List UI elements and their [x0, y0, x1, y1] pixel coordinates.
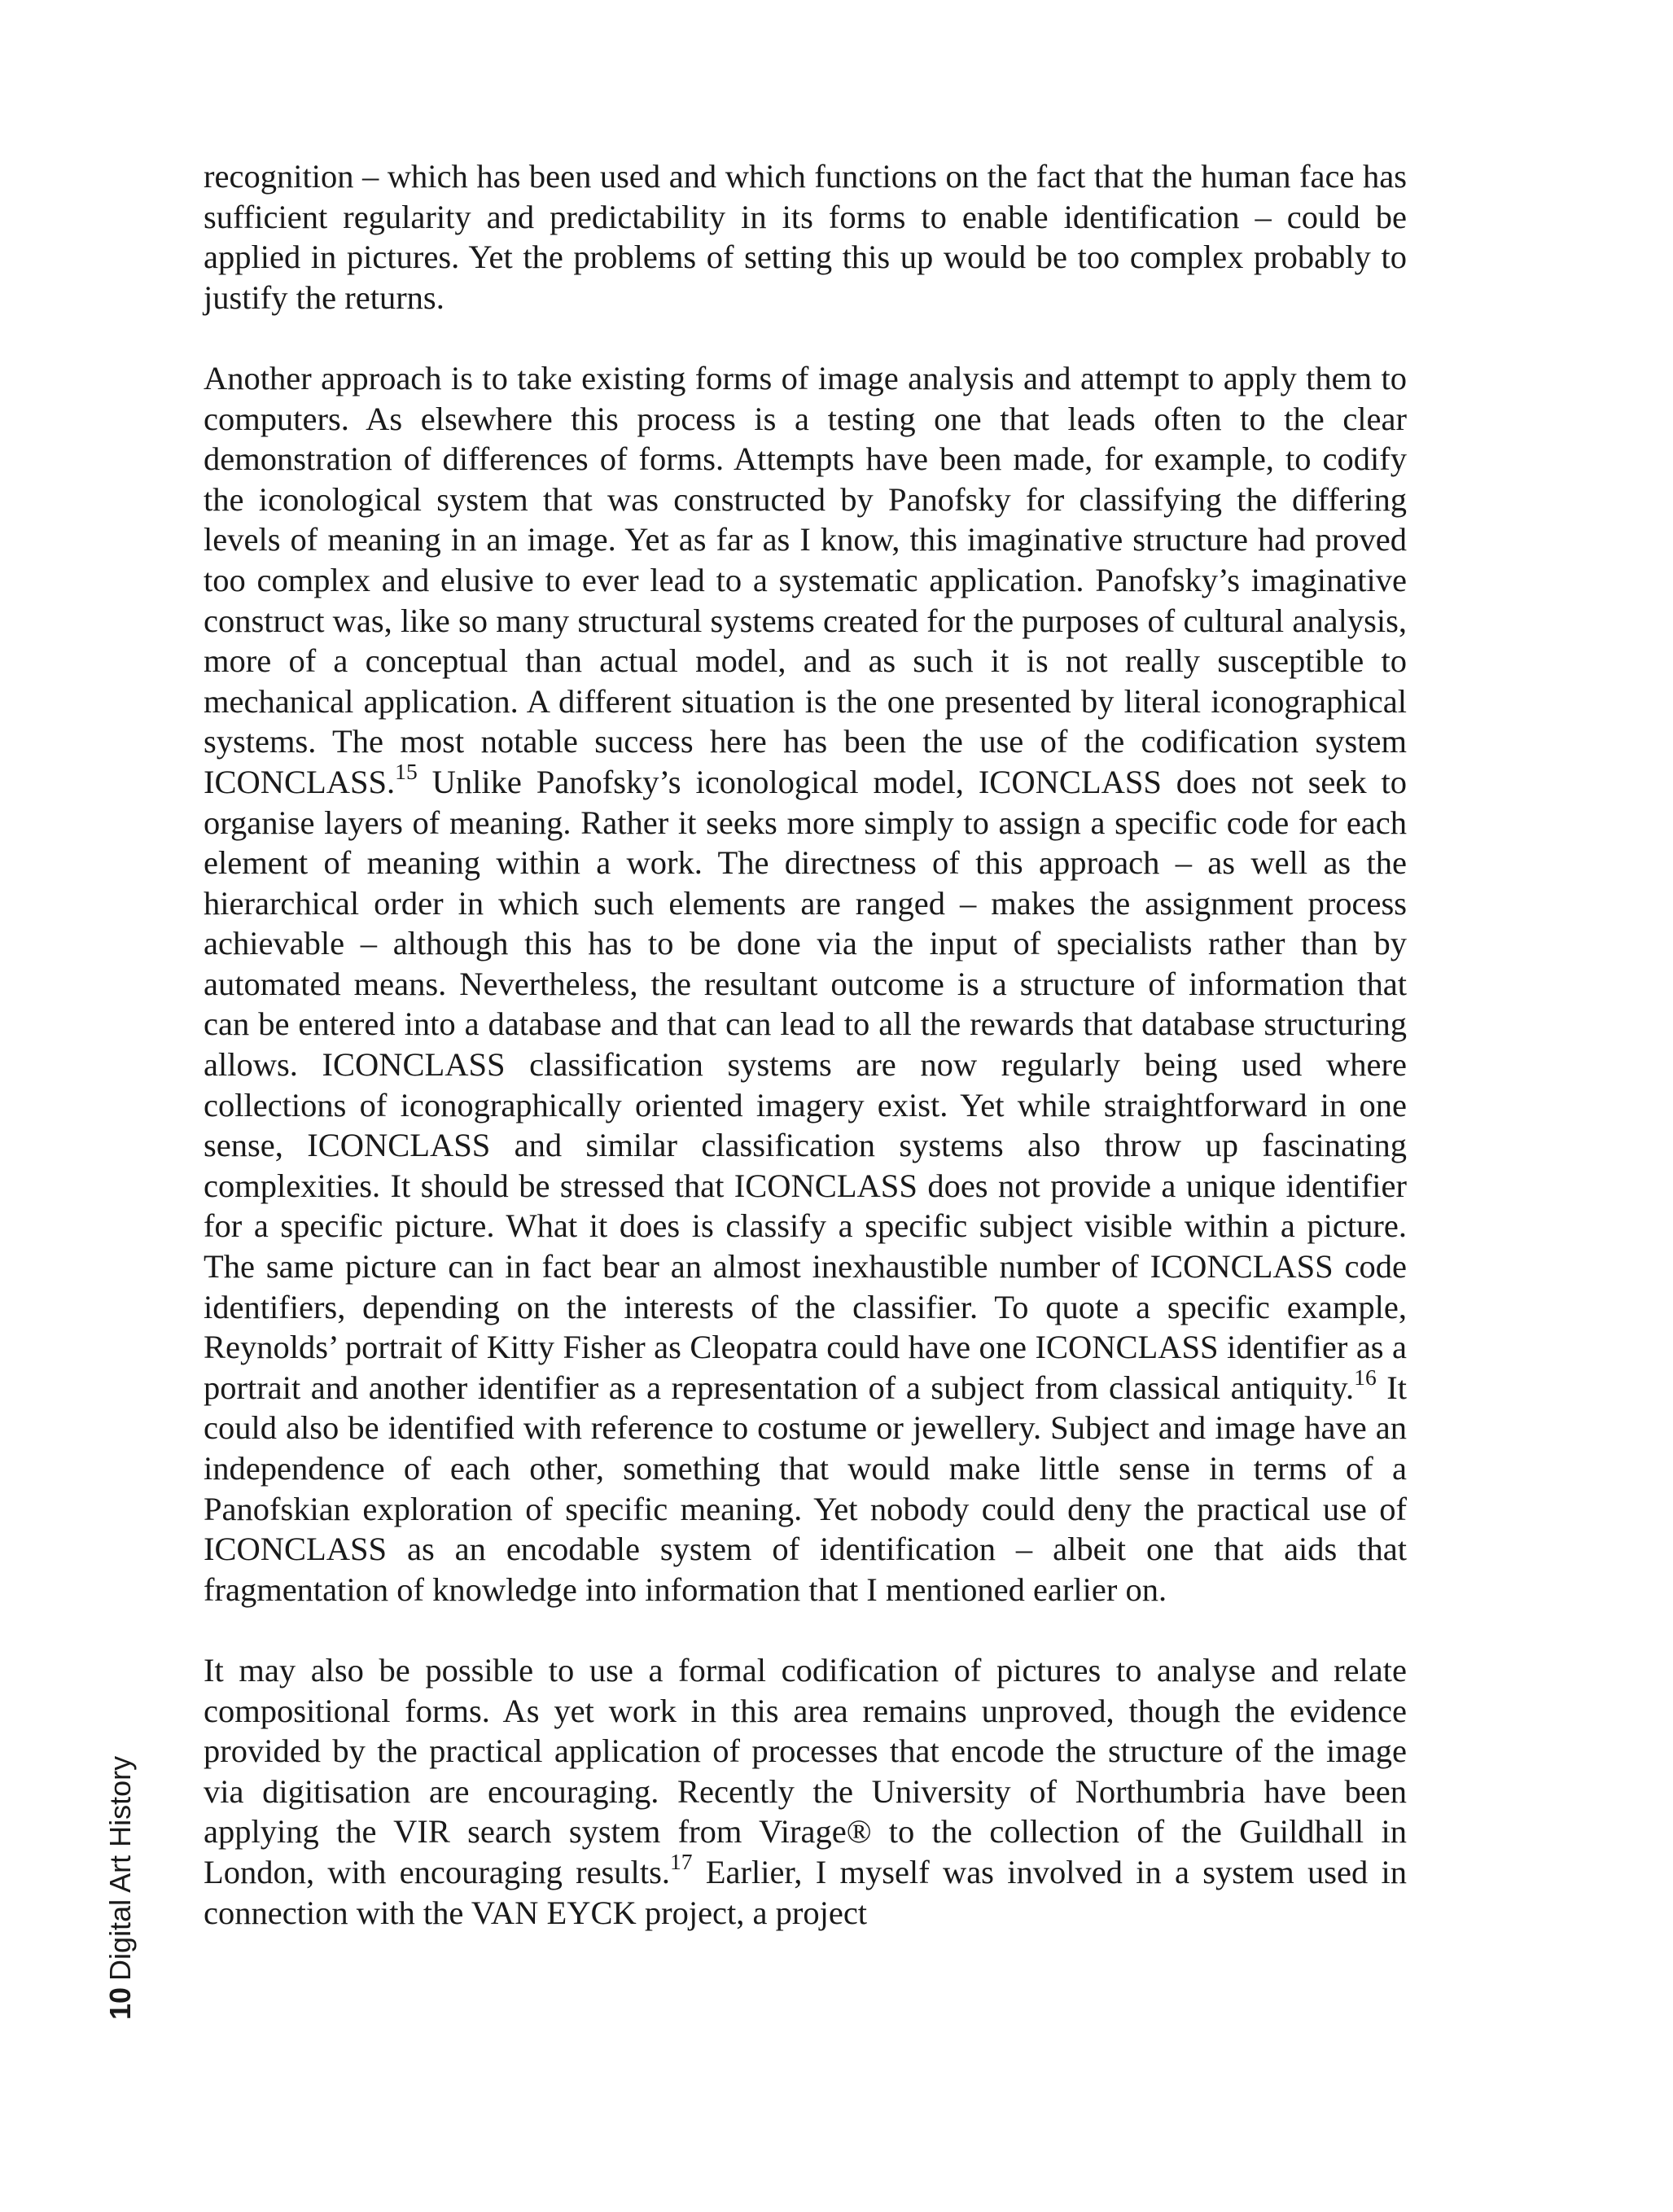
body-text: [204, 156, 1407, 1933]
page-number: 10: [103, 1986, 137, 2020]
footnote-ref-16: 16: [1354, 1364, 1377, 1390]
paragraph-2-text-c: It could also be identified with reference to costume or jewellery. Subject and image have an independence of each other, something that would make little sense in terms of a Panofskian exploration of specific meaning. Yet nobody could deny the practical use of ICONCLASS as an encodable system of identification – albeit one that aids that fragmentation of knowledge into information that I mentioned earlier on.: [204, 1369, 1407, 1608]
paragraph-2: [204, 358, 1407, 1610]
footnote-ref-17: 17: [669, 1848, 693, 1874]
paragraph-2-text-b: Unlike Panofsky’s iconological model, ICONCLASS does not seek to organise layers of meaning. Rather it seeks more simply to assign a specific code for each element of meaning within a work. The directness of this approach – as well as the hierarchical order in which such elements are ranged – makes the assignment process achievable – although this has to be done via the input of specialists rather than by automated means. Nevertheless, the resultant outcome is a structure of information that can be entered into a database and that can lead to all the rewards that database structuring allows. ICONCLASS classification systems are now regularly being used where collections of iconographically oriented imagery exist. Yet while straightforward in one sense, ICONCLASS and similar classification systems also throw up fascinating complexities. It should be stressed that ICONCLASS does not provide a unique identifier for a specific picture. What it does is classify a specific subject visible within a picture. The same picture can in fact bear an almost inexhaustible number of ICONCLASS code identifiers, depending on the interests of the classifier. To quote a specific example, Reynolds’ portrait of Kitty Fisher as Cleopatra could have one ICONCLASS identifier as a portrait and another identifier as a representation of a subject from classical antiquity.: [204, 763, 1407, 1406]
paragraph-3-text-b: Earlier, I myself was involved in a system used in connection with the VAN EYCK project, a project: [204, 1853, 1407, 1931]
paragraph-3: [204, 1650, 1407, 1933]
footnote-ref-15: 15: [395, 758, 418, 784]
paragraph-2-text-a: Another approach is to take existing forms of image analysis and attempt to apply them to computers. As elsewhere this process is a testing one that leads often to the clear demonstration of differences of forms. Attempts have been made, for example, to codify the iconological system that was constructed by Panofsky for classifying the differing levels of meaning in an image. Yet as far as I know, this imaginative structure had proved too complex and elusive to ever lead to a systematic application. Panofsky’s imaginative construct was, like so many structural systems created for the purposes of cultural analysis, more of a conceptual than actual model, and as such it is not really susceptible to mechanical application. A different situation is the one presented by literal iconographical systems. The most notable success here has been the use of the codification system ICONCLASS.: [204, 359, 1407, 800]
paragraph-1: [204, 156, 1407, 318]
running-footer-rotated: [103, 1755, 137, 2020]
paragraph-3-text-a: It may also be possible to use a formal codification of pictures to analyse and relate compositional forms. As yet work in this area remains unproved, though the evidence provided by the practical application of processes that encode the structure of the image via digitisation are encouraging. Recently the University of Northumbria have been applying the VIR search system from Virage® to the collection of the Guildhall in London, with encouraging results.: [204, 1651, 1407, 1890]
paragraph-1-text: recognition – which has been used and which functions on the fact that the human face has sufficient regularity and predictability in its forms to enable identification – could be applied in pictures. Yet the problems of setting this up would be too complex probably to justify the returns.: [204, 158, 1407, 316]
running-title: Digital Art History: [103, 1755, 137, 1981]
